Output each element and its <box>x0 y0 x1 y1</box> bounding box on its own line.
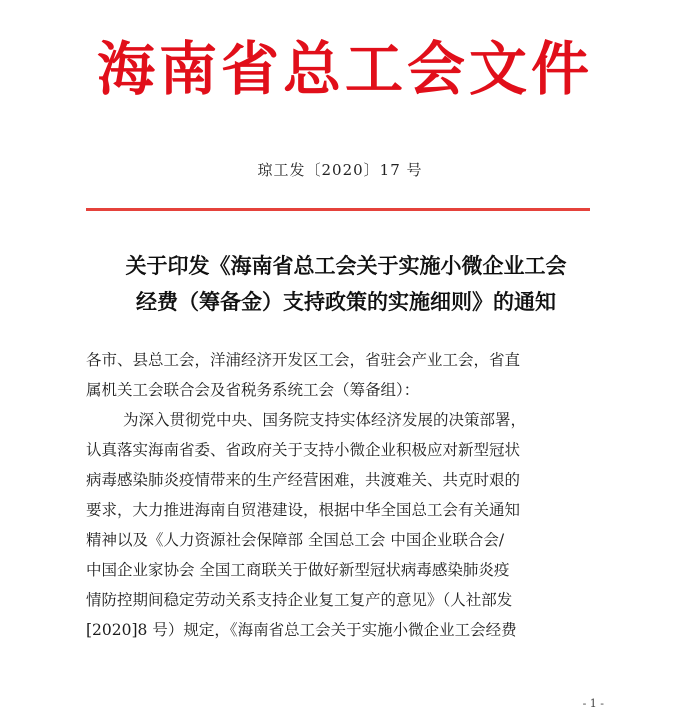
notice-title <box>86 248 606 320</box>
notice-title-line: 关于印发《海南省总工会关于实施小微企业工会 <box>125 254 567 278</box>
document-number: 琼工发〔2020〕17 号 <box>257 161 423 179</box>
paragraph-line: 要求，大力推进海南自贸港建设，根据中华全国总工会有关通知 <box>86 501 521 519</box>
paragraph-line: 病毒感染肺炎疫情带来的生产经营困难，共渡难关、共克时艰的 <box>86 471 521 489</box>
document-header-title: 海南省总工会文件 <box>96 35 593 103</box>
page-number: - 1 - <box>582 697 604 710</box>
addressee-line: 属机关工会联合会及省税务系统工会（筹备组）： <box>86 381 420 399</box>
notice-title-line: 经费（筹备金）支持政策的实施细则》的通知 <box>136 290 556 314</box>
paragraph-line: 精神以及《人力资源社会保障部 全国总工会 中国企业联合会/ <box>86 531 505 549</box>
paragraph-line: 认真落实海南省委、省政府关于支持小微企业积极应对新型冠状 <box>86 441 521 459</box>
paragraph-line: 情防控期间稳定劳动关系支持企业复工复产的意见》（人社部发 <box>86 591 513 609</box>
paragraph-line: 中国企业家协会 全国工商联关于做好新型冠状病毒感染肺炎疫 <box>86 561 510 579</box>
addressee-line: 各市、县总工会，洋浦经济开发区工会，省驻会产业工会，省直 <box>86 351 521 369</box>
red-divider-line <box>86 208 590 211</box>
paragraph-line: 为深入贯彻党中央、国务院支持实体经济发展的决策部署， <box>123 411 527 429</box>
document-body <box>86 345 596 645</box>
paragraph-line: [2020]8 号）规定，《海南省总工会关于实施小微企业工会经费 <box>86 621 517 639</box>
